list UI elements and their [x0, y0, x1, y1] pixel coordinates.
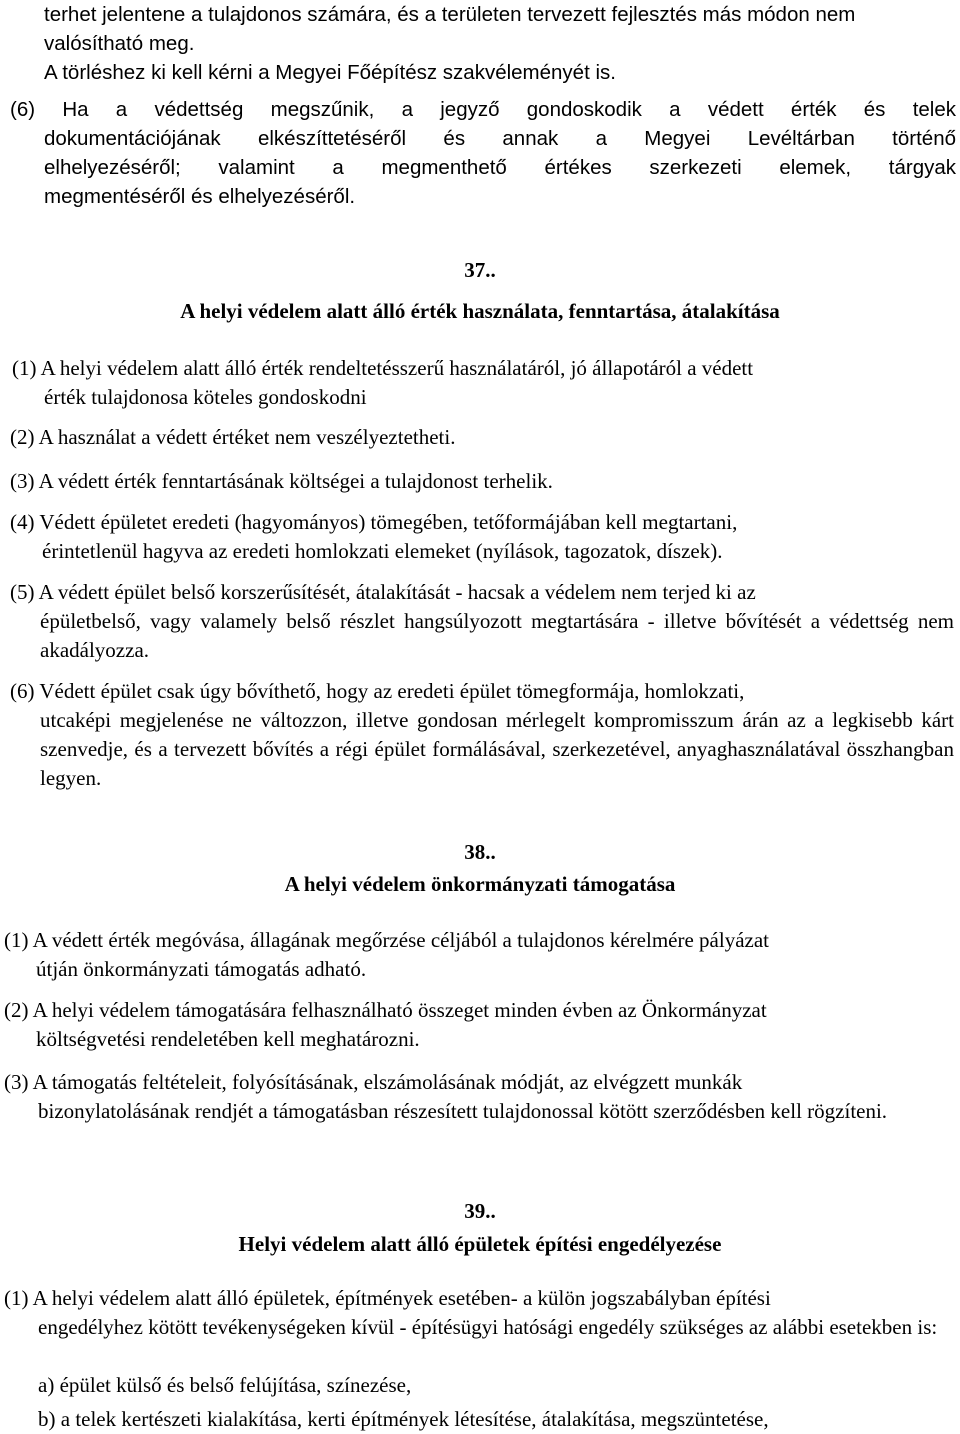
section-paragraph — [10, 677, 954, 793]
paragraph-first-line: (1) A helyi védelem alatt álló épületek, építmények esetében- a külön jogszabályban építési — [4, 1286, 771, 1310]
text-line: megmentéséről és elhelyezéséről. — [44, 185, 356, 208]
text-line: elhelyezéséről; valamint a megmenthető értékes szerkezeti elemek, tárgyak — [44, 156, 956, 179]
list-item-text: b) a telek kertészeti kialakítása, kerti építmények létesítése, átalakítása, megszüntetése, — [38, 1407, 769, 1431]
paragraph-continuation: utcaképi megjelenése ne változzon, illetve gondosan mérlegelt kompromisszum árán az a legkisebb kárt szenvedje, és a tervezett bővítés a régi épület formálásával, szerkezetével, anyaghasználatával összhangban legyen. — [40, 708, 954, 790]
section-paragraph — [10, 467, 954, 496]
section-paragraph — [10, 508, 954, 566]
text-line: A törléshez ki kell kérni a Megyei Főépítész szakvéleményét is. — [44, 61, 616, 84]
paragraph-first-line: (2) A használat a védett értéket nem veszélyeztetheti. — [10, 425, 456, 449]
paragraph-6-previous-section — [10, 95, 956, 211]
text-line: dokumentációjának elkészíttetéséről és annak a Megyei Levéltárban történő — [44, 127, 956, 150]
section-number: 38.. — [464, 840, 496, 864]
section-number: 39.. — [464, 1199, 496, 1223]
text-line: (6) Ha a védettség megszűnik, a jegyző gondoskodik a védett érték és telek — [10, 98, 956, 121]
section-paragraph — [10, 423, 954, 452]
section-title: A helyi védelem alatt álló érték használata, fenntartása, átalakítása — [180, 299, 780, 323]
paragraph-continuation: bizonylatolásának rendjét a támogatásban részesített tulajdonossal kötött szerződésben kell rögzíteni. — [38, 1099, 888, 1123]
section-paragraph — [12, 354, 956, 412]
text-line: terhet jelentene a tulajdonos számára, és a területen tervezett fejlesztés más módon nem — [44, 3, 856, 26]
section-paragraph — [4, 1284, 954, 1342]
paragraph-continuation: épületbelső, vagy valamely belső részlet hangsúlyozott megtartására - illetve bővítését a védettség nem akadályozza. — [40, 609, 954, 662]
section-paragraph — [4, 926, 954, 984]
paragraph-continuation: érték tulajdonosa köteles gondoskodni — [44, 385, 367, 409]
section-paragraph — [4, 1068, 954, 1126]
paragraph-first-line: (4) Védett épületet eredeti (hagyományos) tömegében, tetőformájában kell megtartani, — [10, 510, 738, 534]
section-title: Helyi védelem alatt álló épületek építési engedélyezése — [238, 1232, 722, 1256]
paragraph-first-line: (6) Védett épület csak úgy bővíthető, hogy az eredeti épület tömegformája, homlokzati, — [10, 679, 745, 703]
paragraph-first-line: (3) A támogatás feltételeit, folyósításának, elszámolásának módját, az elvégzett munkák — [4, 1070, 743, 1094]
section-number: 37.. — [464, 258, 496, 282]
paragraph-first-line: (3) A védett érték fenntartásának költségei a tulajdonost terhelik. — [10, 469, 553, 493]
list-item-text: a) épület külső és belső felújítása, színezése, — [38, 1373, 412, 1397]
paragraph-continuation: érintetlenül hagyva az eredeti homlokzati elemeket (nyílások, tagozatok, díszek). — [42, 539, 723, 563]
paragraph-first-line: (2) A helyi védelem támogatására felhasználható összeget minden évben az Önkormányzat — [4, 998, 767, 1022]
list-item — [38, 1371, 954, 1400]
list-item — [38, 1405, 954, 1434]
paragraph-continuation: engedélyhez kötött tevékenységeken kívül - építésügyi hatósági engedély szükséges az alábbi esetekben is: — [38, 1315, 938, 1339]
section-paragraph — [4, 996, 954, 1054]
paragraph-continuation: költségvetési rendeletében kell meghatározni. — [36, 1027, 420, 1051]
section-title: A helyi védelem önkormányzati támogatása — [284, 872, 676, 896]
previous-page-continuation — [44, 0, 956, 87]
text-line: valósítható meg. — [44, 32, 195, 55]
paragraph-first-line: (5) A védett épület belső korszerűsítését, átalakítását - hacsak a védelem nem terjed ki az — [10, 580, 756, 604]
paragraph-first-line: (1) A helyi védelem alatt álló érték rendeltetésszerű használatáról, jó állapotáról a védett — [12, 356, 754, 380]
paragraph-first-line: (1) A védett érték megóvása, állagának megőrzése céljából a tulajdonos kérelmére pályázat — [4, 928, 769, 952]
section-paragraph — [10, 578, 954, 665]
paragraph-continuation: útján önkormányzati támogatás adható. — [36, 957, 367, 981]
